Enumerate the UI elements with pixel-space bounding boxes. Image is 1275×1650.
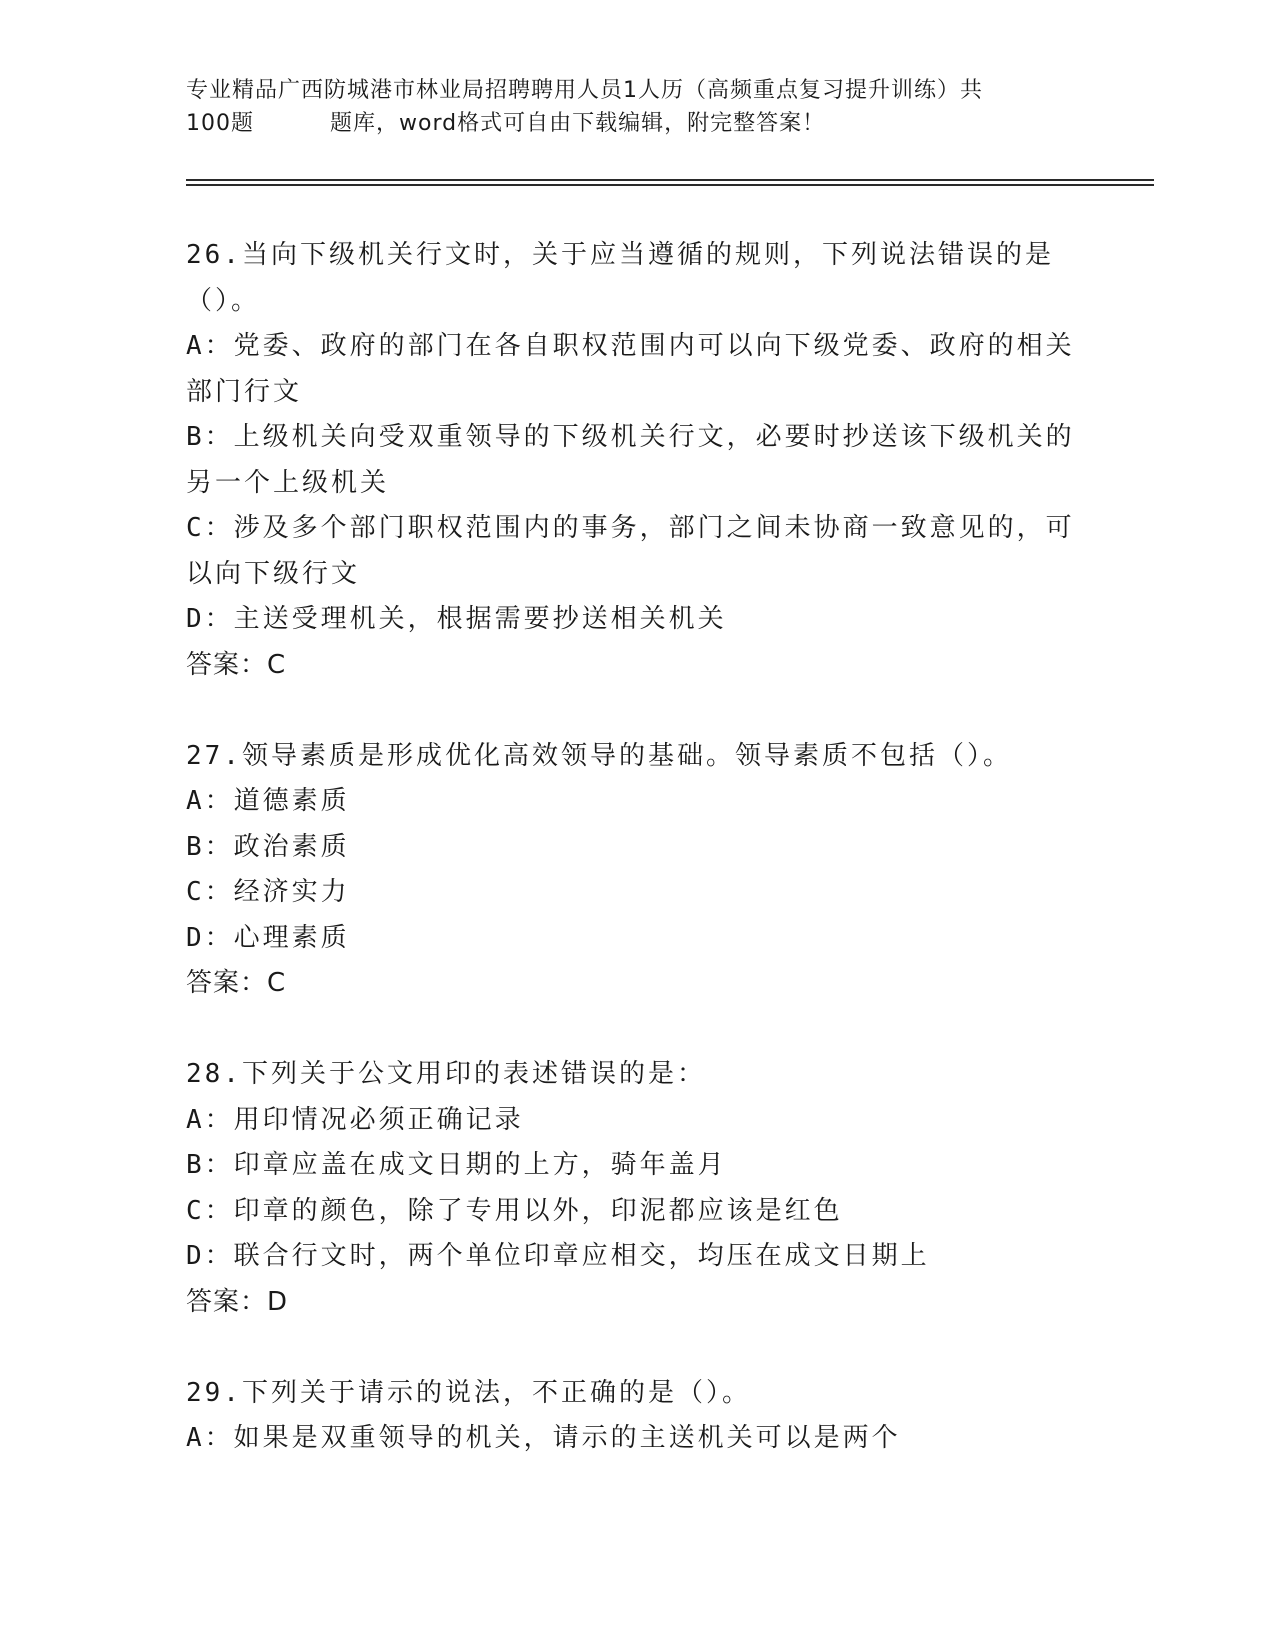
question-spacer (186, 1325, 1086, 1371)
question-27 (186, 734, 1086, 1007)
question-stem: 26.当向下级机关行文时，关于应当遵循的规则，下列说法错误的是（）。 (186, 240, 1054, 316)
option-d: D：联合行文时，两个单位印章应相交，均压在成文日期上 (186, 1241, 930, 1271)
option-a: A：党委、政府的部门在各自职权范围内可以向下级党委、政府的相关部门行文 (186, 331, 1075, 407)
question-list (186, 233, 1086, 1462)
question-28 (186, 1052, 1086, 1325)
header-divider-bottom (186, 184, 1154, 186)
option-d: D：心理素质 (186, 922, 350, 953)
option-a: A：用印情况必须正确记录 (186, 1104, 524, 1135)
question-stem: 28.下列关于公文用印的表述错误的是： (186, 1059, 706, 1089)
option-d: D：主送受理机关，根据需要抄送相关机关 (186, 604, 727, 634)
option-b: B：政治素质 (186, 831, 350, 862)
answer: 答案：C (186, 968, 287, 998)
question-26 (186, 233, 1086, 688)
answer: 答案：C (186, 649, 287, 680)
option-a: A：如果是双重领导的机关，请示的主送机关可以是两个 (186, 1423, 901, 1453)
option-c: C：经济实力 (186, 877, 350, 907)
question-spacer (186, 688, 1086, 734)
header-title-line2 (186, 107, 1086, 140)
option-a: A：道德素质 (186, 786, 350, 816)
document-header (186, 74, 1086, 140)
option-b: B：上级机关向受双重领导的下级机关行文，必要时抄送该下级机关的另一个上级机关 (186, 422, 1075, 498)
header-description: 题库，word格式可自由下载编辑，附完整答案！ (330, 111, 826, 136)
option-c: C：印章的颜色，除了专用以外，印泥都应该是红色 (186, 1195, 843, 1226)
question-29 (186, 1371, 1086, 1462)
header-divider-top (186, 179, 1154, 181)
question-stem: 29.下列关于请示的说法，不正确的是（）。 (186, 1377, 751, 1408)
option-c: C：涉及多个部门职权范围内的事务，部门之间未协商一致意见的，可以向下级行文 (186, 513, 1075, 589)
question-stem: 27.领导素质是形成优化高效领导的基础。领导素质不包括（）。 (186, 740, 1012, 771)
option-b: B：印章应盖在成文日期的上方，骑年盖月 (186, 1150, 727, 1180)
question-spacer (186, 1007, 1086, 1053)
header-count: 100题 (186, 111, 254, 136)
header-title-line1: 专业精品广西防城港市林业局招聘聘用人员1人历（高频重点复习提升训练）共 (186, 78, 983, 103)
answer: 答案：D (186, 1286, 289, 1317)
